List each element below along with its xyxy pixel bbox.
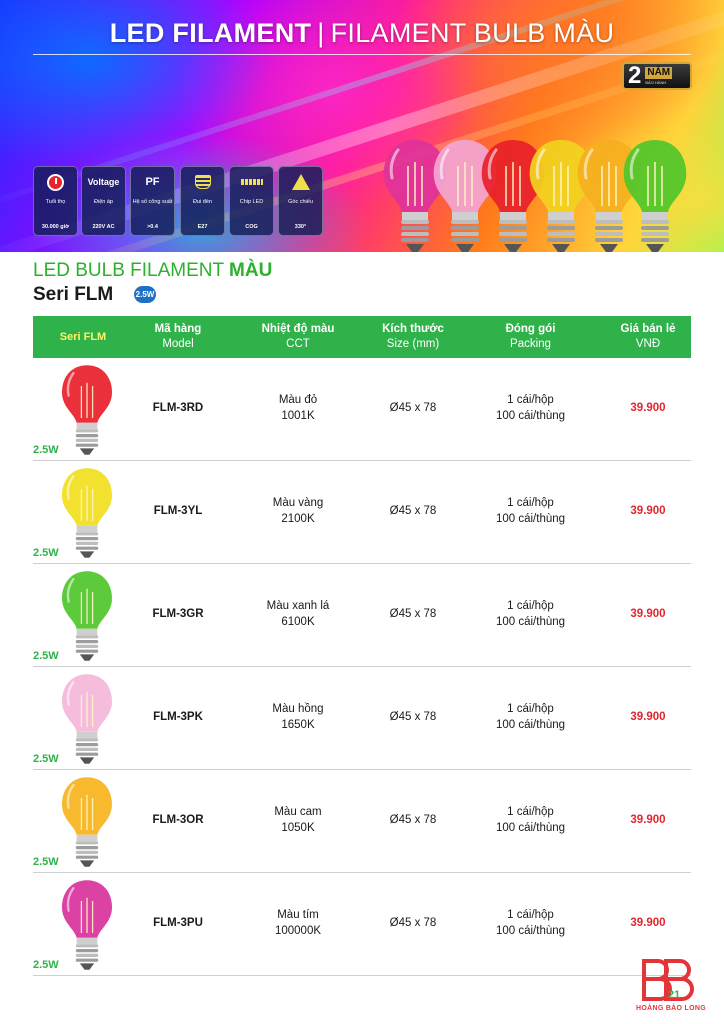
section-title: [33, 260, 272, 282]
row-model: FLM-3OR: [152, 814, 204, 826]
row-cct: Màu xanh lá 6100K: [266, 600, 330, 628]
title-separator: |: [317, 18, 325, 48]
feature-label: Chip LED: [239, 199, 264, 205]
feature-label: Góc chiếu: [288, 199, 313, 205]
page-title: [0, 18, 724, 49]
row-model: FLM-3PU: [153, 917, 203, 929]
watt-badge: 2.5W: [134, 286, 156, 303]
column-header-model: Mã hàng Model: [154, 323, 202, 350]
row-price: 39.900: [630, 402, 666, 414]
row-cct: Màu đỏ 1001K: [278, 394, 318, 422]
row-cct: Màu hồng 1650K: [272, 703, 324, 731]
table-header: [33, 316, 691, 358]
row-packing: 1 cái/hộp 100 cái/thùng: [495, 806, 566, 834]
voltage-icon: Voltage: [87, 177, 120, 187]
product-bulb-image: [57, 568, 117, 664]
feature-label: Hệ số công suất: [132, 199, 173, 205]
row-cct: Màu cam 1050K: [274, 806, 322, 834]
product-bulb-image: [57, 465, 117, 561]
table-row: [33, 873, 691, 976]
row-price: 39.900: [630, 505, 666, 517]
column-header-cct: Nhiệt độ màu CCT: [261, 323, 335, 350]
feature-lifetime: [33, 166, 78, 236]
brand-logo: [636, 955, 706, 1015]
section-title-regular: LED BULB FILAMENT: [33, 260, 224, 281]
feature-value: E27: [197, 224, 208, 230]
title-divider: [33, 54, 691, 55]
table-row: [33, 770, 691, 873]
feature-beam-angle: [278, 166, 323, 236]
column-header-size: Kích thước Size (mm): [382, 323, 444, 350]
feature-label: Điện áp: [94, 199, 113, 205]
title-rest: FILAMENT BULB MÀU: [330, 18, 615, 48]
row-packing: 1 cái/hộp 100 cái/thùng: [495, 909, 566, 937]
feature-chip-led: [229, 166, 274, 236]
beam-angle-icon: [292, 174, 310, 190]
feature-voltage: [81, 166, 126, 236]
hero-bulb-6: [618, 136, 692, 252]
feature-socket: [180, 166, 225, 236]
warranty-badge: [622, 62, 692, 90]
warranty-number: 2: [628, 62, 642, 89]
feature-value: COG: [245, 224, 258, 230]
clock-icon: [47, 174, 64, 191]
page-number: 21: [668, 989, 681, 1001]
row-cct: Màu tím 100000K: [274, 909, 322, 937]
row-model: FLM-3PK: [153, 711, 203, 723]
feature-value: 330°: [294, 224, 307, 230]
warranty-unit: NĂM: [647, 67, 671, 78]
feature-value: >0.4: [147, 224, 158, 230]
row-price: 39.900: [630, 814, 666, 826]
brand-name: HOÀNG BẢO LONG: [636, 1005, 706, 1012]
series-name: Seri FLM: [33, 284, 114, 305]
row-size: Ø45 x 78: [389, 711, 437, 723]
row-model: FLM-3YL: [153, 505, 203, 517]
row-price: 39.900: [630, 711, 666, 723]
row-wattage: 2.5W: [33, 650, 59, 662]
row-wattage: 2.5W: [33, 959, 59, 971]
chip-led-icon: [241, 179, 263, 185]
row-size: Ø45 x 78: [389, 402, 437, 414]
pf-icon: PF: [145, 176, 160, 188]
row-wattage: 2.5W: [33, 856, 59, 868]
row-size: Ø45 x 78: [389, 608, 437, 620]
row-model: FLM-3RD: [152, 402, 204, 414]
feature-label: Đui đèn: [193, 199, 212, 205]
table-row: [33, 358, 691, 461]
warranty-caption: BẢO HÀNH: [645, 80, 667, 85]
series-header: Seri FLM: [59, 331, 107, 343]
title-bold: LED FILAMENT: [109, 18, 312, 48]
product-bulb-image: [57, 671, 117, 767]
row-cct: Màu vàng 2100K: [272, 497, 324, 525]
row-packing: 1 cái/hộp 100 cái/thùng: [495, 703, 566, 731]
product-bulb-image: [57, 774, 117, 870]
table-row: [33, 461, 691, 564]
table-row: [33, 564, 691, 667]
product-bulb-image: [57, 362, 117, 458]
feature-value: 220V AC: [92, 224, 115, 230]
row-model: FLM-3GR: [152, 608, 204, 620]
row-packing: 1 cái/hộp 100 cái/thùng: [495, 600, 566, 628]
row-wattage: 2.5W: [33, 547, 59, 559]
column-header-packing: Đóng gói Packing: [505, 323, 556, 350]
row-size: Ø45 x 78: [389, 814, 437, 826]
section-title-bold: MÀU: [229, 260, 273, 281]
row-wattage: 2.5W: [33, 753, 59, 765]
row-price: 39.900: [630, 608, 666, 620]
table-row: [33, 667, 691, 770]
row-price: 39.900: [630, 917, 666, 929]
feature-label: Tuổi thọ: [45, 199, 66, 205]
row-wattage: 2.5W: [33, 444, 59, 456]
socket-icon: [195, 175, 211, 189]
row-packing: 1 cái/hộp 100 cái/thùng: [495, 497, 566, 525]
feature-value: 30.000 giờ: [41, 224, 70, 230]
column-header-price: Giá bán lẻ VNĐ: [620, 323, 676, 350]
feature-power-factor: [130, 166, 175, 236]
row-packing: 1 cái/hộp 100 cái/thùng: [495, 394, 566, 422]
row-size: Ø45 x 78: [389, 917, 437, 929]
row-size: Ø45 x 78: [389, 505, 437, 517]
hero-banner: [0, 0, 724, 252]
product-bulb-image: [57, 877, 117, 973]
